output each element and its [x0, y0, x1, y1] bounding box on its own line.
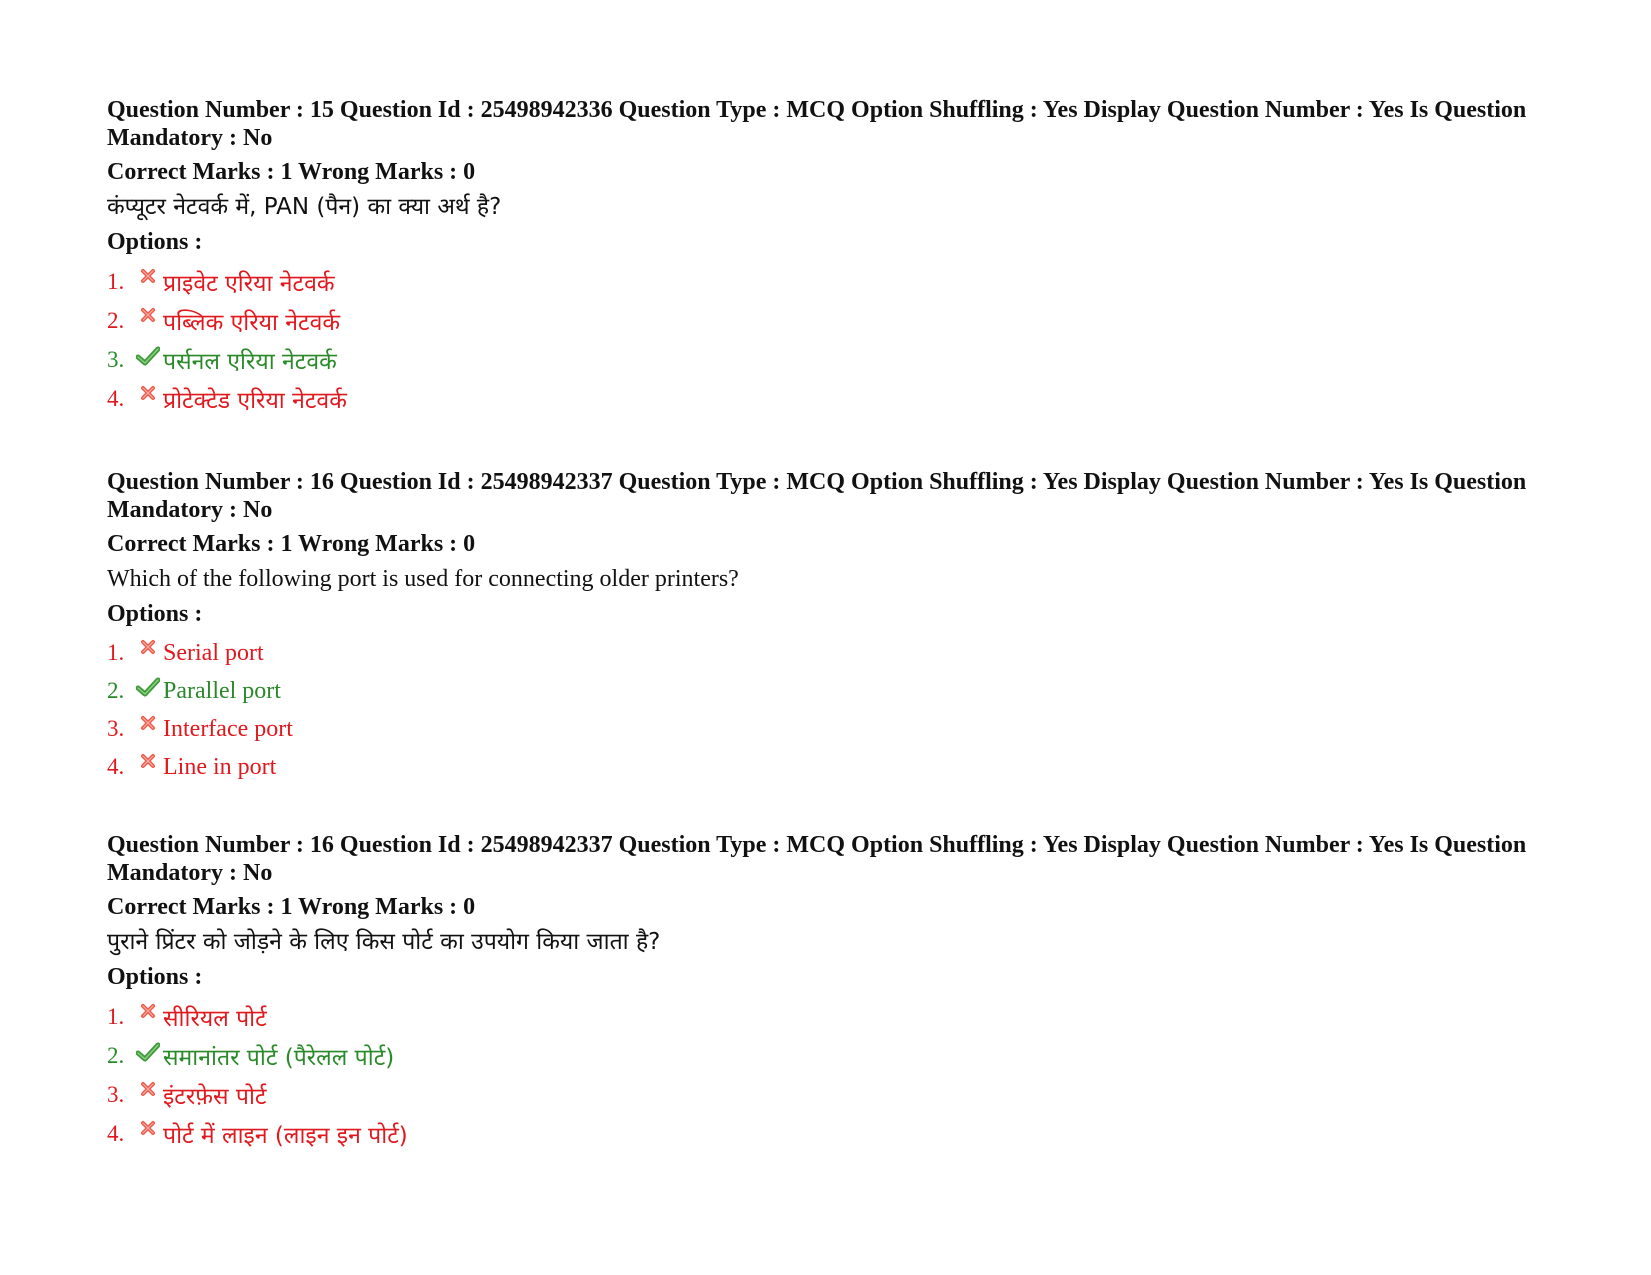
option-text: पर्सनल एरिया नेटवर्क	[163, 348, 337, 375]
option-item	[107, 262, 1547, 301]
option-text: Serial port	[163, 639, 264, 666]
option-item	[107, 1114, 1547, 1153]
option-text: Interface port	[163, 715, 293, 742]
option-number: 1.	[107, 640, 125, 665]
option-number: 2.	[107, 678, 125, 703]
option-number: 2.	[107, 307, 125, 333]
question-text: Which of the following port is used for connecting older printers?	[107, 566, 739, 592]
cross-icon	[133, 715, 163, 743]
option-text: Parallel port	[163, 677, 281, 704]
question-header: Question Number : 15 Question Id : 25498942336 Question Type : MCQ Option Shuffling : Yes Display Question Number : Yes Is Question Mandatory : No	[107, 97, 1527, 151]
cross-icon	[133, 753, 163, 781]
option-number: 1.	[107, 1003, 125, 1029]
check-icon	[133, 1042, 163, 1070]
cross-icon	[133, 1081, 163, 1109]
option-text: प्रोटेक्टेड एरिया नेटवर्क	[163, 387, 347, 414]
option-item	[107, 634, 1547, 672]
marks-line: Correct Marks : 1 Wrong Marks : 0	[107, 159, 476, 185]
option-number: 3.	[107, 1081, 125, 1107]
option-number: 1.	[107, 268, 125, 294]
options-label: Options :	[107, 601, 203, 627]
option-item	[107, 340, 1547, 379]
option-item	[107, 301, 1547, 340]
question-block-15	[107, 96, 1547, 418]
option-item	[107, 379, 1547, 418]
marks-line: Correct Marks : 1 Wrong Marks : 0	[107, 894, 476, 920]
option-text: Line in port	[163, 753, 277, 780]
options-label: Options :	[107, 229, 203, 255]
question-block-16-english	[107, 468, 1547, 786]
cross-icon	[133, 1003, 163, 1031]
option-item	[107, 748, 1547, 786]
question-text: कंप्यूटर नेटवर्क में, PAN (पैन) का क्या अर्थ है?	[107, 194, 502, 220]
option-number: 4.	[107, 754, 125, 779]
option-text: समानांतर पोर्ट (पैरेलल पोर्ट)	[163, 1044, 395, 1071]
option-number: 3.	[107, 716, 125, 741]
cross-icon	[133, 307, 163, 335]
option-item	[107, 997, 1547, 1036]
option-item	[107, 1036, 1547, 1075]
options-label: Options :	[107, 964, 203, 990]
cross-icon	[133, 385, 163, 413]
option-text: प्राइवेट एरिया नेटवर्क	[163, 270, 335, 297]
option-text: पब्लिक एरिया नेटवर्क	[163, 309, 341, 336]
marks-line: Correct Marks : 1 Wrong Marks : 0	[107, 531, 476, 557]
option-number: 2.	[107, 1042, 125, 1068]
check-icon	[133, 677, 163, 705]
question-header: Question Number : 16 Question Id : 25498942337 Question Type : MCQ Option Shuffling : Yes Display Question Number : Yes Is Question Mandatory : No	[107, 832, 1527, 886]
option-item	[107, 710, 1547, 748]
options-list	[107, 634, 1547, 786]
option-text: सीरियल पोर्ट	[163, 1005, 267, 1032]
option-text: पोर्ट में लाइन (लाइन इन पोर्ट)	[163, 1122, 408, 1149]
question-text: पुराने प्रिंटर को जोड़ने के लिए किस पोर्ट का उपयोग किया जाता है?	[107, 929, 661, 955]
options-list	[107, 262, 1547, 418]
cross-icon	[133, 1120, 163, 1148]
cross-icon	[133, 639, 163, 667]
option-item	[107, 1075, 1547, 1114]
check-icon	[133, 346, 163, 374]
question-block-16-hindi	[107, 831, 1547, 1153]
cross-icon	[133, 268, 163, 296]
option-number: 3.	[107, 346, 125, 372]
option-text: इंटरफ़ेस पोर्ट	[163, 1083, 267, 1110]
question-header: Question Number : 16 Question Id : 25498942337 Question Type : MCQ Option Shuffling : Yes Display Question Number : Yes Is Question Mandatory : No	[107, 469, 1527, 523]
option-number: 4.	[107, 1120, 125, 1146]
options-list	[107, 997, 1547, 1153]
option-number: 4.	[107, 385, 125, 411]
option-item	[107, 672, 1547, 710]
